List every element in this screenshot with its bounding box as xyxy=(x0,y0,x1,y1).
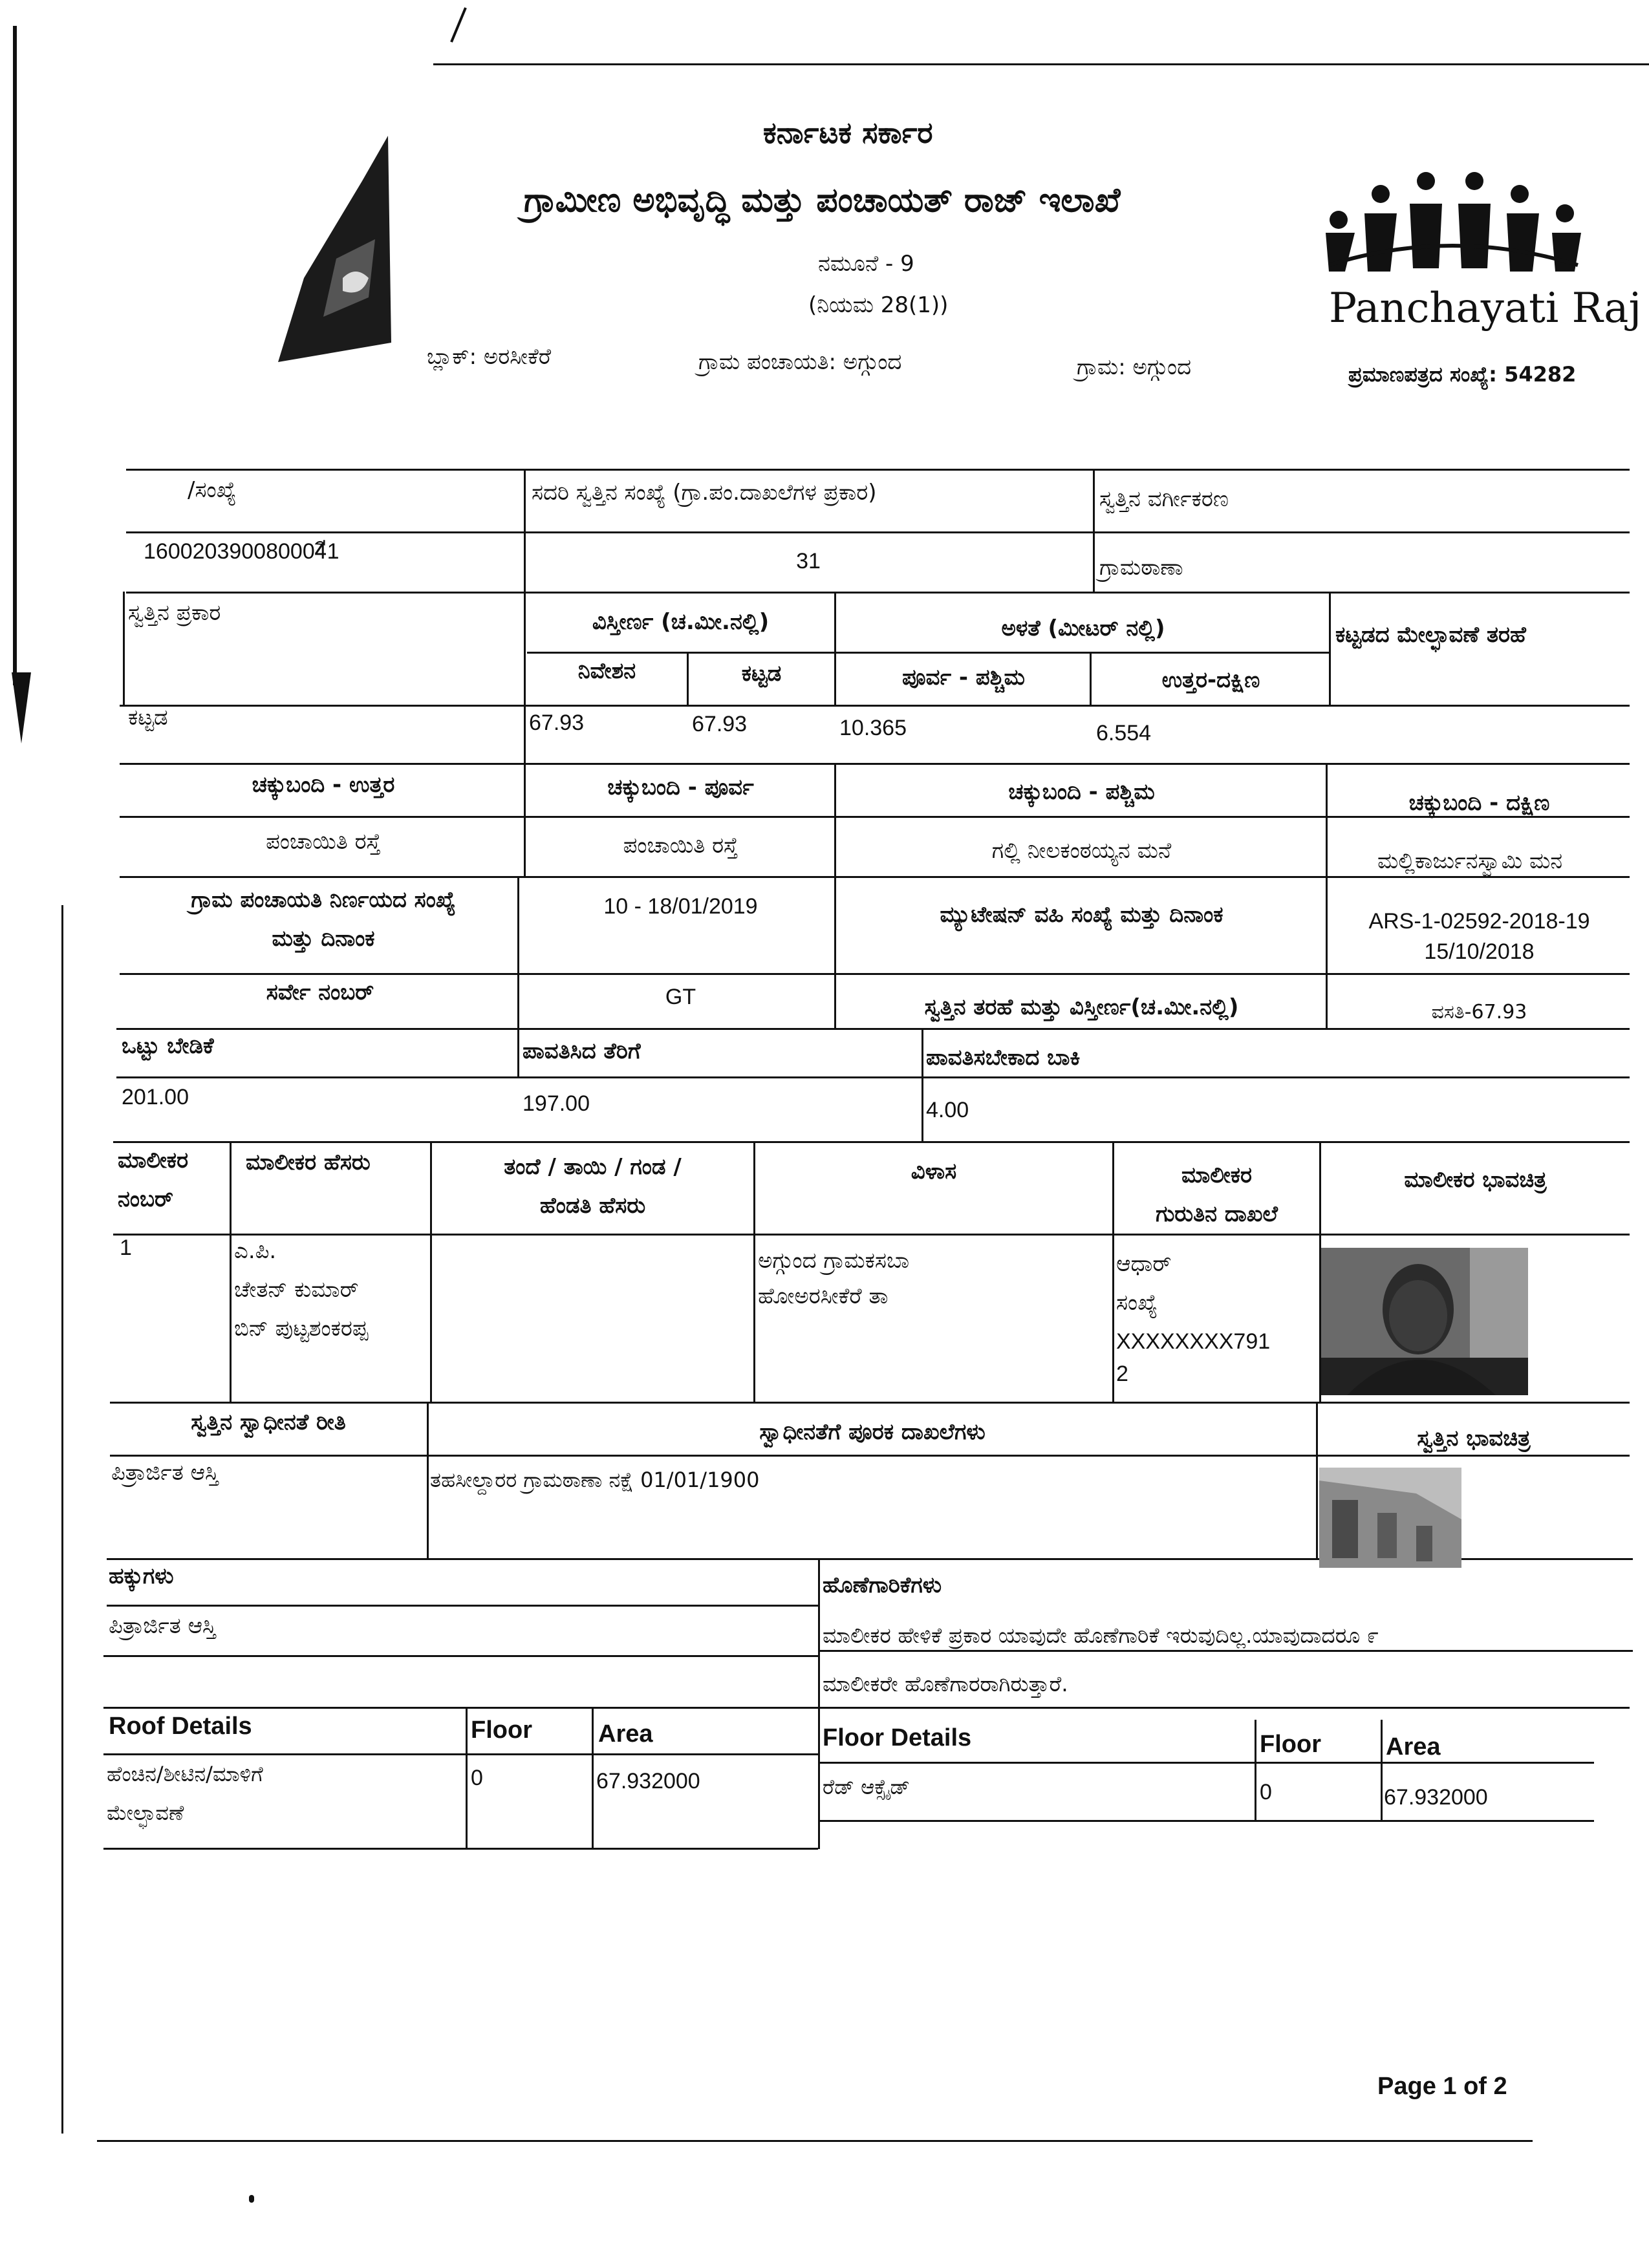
scan-edge-arrow xyxy=(5,672,38,750)
supporting-docs-value: ತಹಸೀಲ್ದಾರರ ಗ್ರಾಮಠಾಣಾ ನಕ್ಷೆ 01/01/1900 xyxy=(430,1468,760,1492)
label-mutation: ಮ್ಯುಟೇಷನ್ ವಹಿ ಸಂಖ್ಯೆ ಮತ್ತು ದಿನಾಂಕ xyxy=(940,902,1223,928)
roof-floor-value: 0 xyxy=(471,1766,483,1790)
label-tax-paid: ಪಾವತಿಸಿದ ತೆರಿಗೆ xyxy=(523,1038,641,1064)
roof-type-line-1: ಹೆಂಚಿನ/ಶೀಟಿನ/ಮಾಳಿಗೆ xyxy=(107,1762,263,1786)
mutation-number: ARS-1-02592-2018-19 xyxy=(1368,909,1590,934)
label-east-west: ಪೂರ್ವ - ಪಶ್ಚಿಮ xyxy=(902,665,1025,690)
owner-address-line-2: ಹೋಅರಸೀಕೆರೆ ತಾ xyxy=(758,1283,889,1309)
label-roof-details: Roof Details xyxy=(109,1713,252,1740)
owner-name-line-3: ಬಿನ್ ಪುಟ್ಟಶಂಕರಪ್ಪ xyxy=(234,1316,369,1342)
label-floor-area: Area xyxy=(1386,1733,1441,1760)
rights-value: ಪಿತ್ರಾರ್ಜಿತ ಆಸ್ತಿ xyxy=(109,1613,216,1639)
label-north-south: ಉತ್ತರ-ದಕ್ಷಿಣ xyxy=(1161,667,1260,693)
grid-line xyxy=(126,592,1630,594)
label-id-proof-1: ಮಾಲೀಕರ xyxy=(1181,1162,1253,1188)
grid-line xyxy=(120,973,1630,975)
label-boundary-west: ಚಕ್ಕುಬಂದಿ - ಪಶ್ಚಿಮ xyxy=(1008,779,1155,805)
slash-mark xyxy=(446,6,472,45)
boundary-north: ಪಂಚಾಯಿತಿ ರಸ್ತೆ xyxy=(266,829,381,855)
label-building: ಕಟ್ಟಡ xyxy=(741,661,782,687)
grid-line xyxy=(120,763,1630,765)
grid-line xyxy=(1090,652,1092,705)
total-demand-value: 201.00 xyxy=(122,1085,189,1109)
label-usage: ಸ್ವತ್ತಿನ ತರಹೆ ಮತ್ತು ವಿಸ್ತೀರ್ಣ(ಚ.ಮೀ.ನಲ್ಲಿ) xyxy=(924,994,1239,1020)
label-parent-name-1: ತಂದೆ / ತಾಯಿ / ಗಂಡ / xyxy=(504,1154,682,1180)
label-boundary-north: ಚಕ್ಕುಬಂದಿ - ಉತ್ತರ xyxy=(252,772,395,798)
label-property-number: /ಸಂಖ್ಯೆ xyxy=(188,477,237,503)
grid-line xyxy=(834,763,836,1028)
label-resolution-2: ಮತ್ತು ದಿನಾಂಕ xyxy=(272,926,375,952)
floor-area-value: 67.932000 xyxy=(1384,1785,1488,1810)
scan-edge-line xyxy=(13,26,17,685)
label-owner-name: ಮಾಲೀಕರ ಹೆಸರು xyxy=(246,1150,371,1175)
owner-id-line-2: ಸಂಖ್ಯೆ xyxy=(1116,1290,1158,1316)
label-property-type: ಸ್ವತ್ತಿನ ಪ್ರಕಾರ xyxy=(128,600,221,626)
grid-line xyxy=(466,1707,468,1848)
label-site: ನಿವೇಶನ xyxy=(577,658,636,684)
mutation-date: 15/10/2018 xyxy=(1424,939,1535,964)
grid-line xyxy=(818,1820,1594,1822)
roof-type-line-2: ಮೇಲ್ಛಾವಣೆ xyxy=(107,1801,184,1825)
owner-photo xyxy=(1321,1248,1528,1395)
building-area-value: 67.93 xyxy=(692,712,748,736)
grid-line xyxy=(110,1402,1630,1404)
certificate-number: ಪ್ರಮಾಣಪತ್ರದ ಸಂಖ್ಯೆ: 54282 xyxy=(1348,362,1577,387)
owner-id-line-3: XXXXXXXX791 xyxy=(1116,1329,1271,1354)
grid-line xyxy=(116,1028,1630,1030)
stray-dot xyxy=(249,2195,254,2203)
department-title: ಗ್ರಾಮೀಣ ಅಭಿವೃದ್ಧಿ ಮತ್ತು ಪಂಚಾಯತ್ ರಾಜ್ ಇಲಾಖೆ xyxy=(524,181,1121,220)
label-id-proof-2: ಗುರುತಿನ ದಾಖಲೆ xyxy=(1156,1201,1278,1227)
label-roof-type: ಕಟ್ಟಡದ ಮೇಲ್ಛಾವಣೆ ತರಹೆ xyxy=(1335,622,1526,648)
grid-line xyxy=(103,1707,1630,1709)
label-owner-number-1: ಮಾಲೀಕರ xyxy=(118,1148,189,1173)
grid-line xyxy=(1093,469,1095,592)
grid-line xyxy=(103,1655,818,1657)
label-roof-area: Area xyxy=(598,1720,653,1748)
owner-id-line-4: 2 xyxy=(1116,1362,1128,1386)
label-floor-floor: Floor xyxy=(1260,1731,1321,1758)
panchayati-raj-logo xyxy=(1326,168,1604,304)
grid-line xyxy=(818,1650,1633,1652)
gp-number: 31 xyxy=(796,549,821,573)
label-survey-number: ಸರ್ವೇ ನಂಬರ್ xyxy=(266,979,374,1005)
label-total-demand: ಒಟ್ಟು ಬೇಡಿಕೆ xyxy=(122,1033,214,1059)
grid-line xyxy=(1326,763,1328,1028)
village-name: ಗ್ರಾಮ: ಅಗ್ಗುಂದ xyxy=(1077,354,1192,380)
liabilities-line-1: ಮಾಲೀಕರ ಹೇಳಿಕೆ ಪ್ರಕಾರ ಯಾವುದೇ ಹೊಣೆಗಾರಿಕೆ ಇರುವುದಿಲ್ಲ.ಯಾವುದಾದರೂ ೯ xyxy=(823,1623,1379,1648)
bottom-rule xyxy=(97,2140,1533,2142)
label-rights: ಹಕ್ಕುಗಳು xyxy=(109,1563,174,1589)
label-floor-details: Floor Details xyxy=(823,1724,972,1751)
logo-text: Panchayati Raj xyxy=(1329,284,1642,332)
east-west-value: 10.365 xyxy=(839,716,907,740)
grid-line xyxy=(116,1076,1630,1078)
label-balance: ಪಾವತಿಸಬೇಕಾದ ಬಾಕಿ xyxy=(926,1045,1081,1071)
balance-value: 4.00 xyxy=(926,1098,969,1122)
grid-line xyxy=(921,1028,923,1141)
label-gp-number: ಸದರಿ ಸ್ವತ್ತಿನ ಸಂಖ್ಯೆ (ಗ್ರಾ.ಪಂ.ದಾಖಲೆಗಳ ಪ್ರಕಾರ) xyxy=(532,480,877,506)
grid-line xyxy=(818,1762,1594,1764)
resolution-value: 10 - 18/01/2019 xyxy=(603,894,758,919)
owner-name-line-1: ಎ.ಪಿ. xyxy=(234,1238,277,1264)
property-type-value: ಕಟ್ಟಡ xyxy=(128,705,168,731)
grid-line xyxy=(120,705,1630,707)
gram-panchayat-name: ಗ್ರಾಮ ಪಂಚಾಯತಿ: ಅಗ್ಗುಂದ xyxy=(698,349,902,375)
property-photo xyxy=(1319,1468,1461,1568)
government-title: ಕರ್ನಾಟಕ ಸರ್ಕಾರ xyxy=(763,115,933,150)
label-liabilities: ಹೊಣೆಗಾರಿಕೆಗಳು xyxy=(823,1572,942,1598)
roof-area-value: 67.932000 xyxy=(596,1769,700,1793)
grid-line xyxy=(818,1558,820,1849)
label-address: ವಿಳಾಸ xyxy=(911,1159,957,1184)
label-measurement: ಅಳತೆ (ಮೀಟರ್ ನಲ್ಲಿ) xyxy=(1001,615,1165,641)
owner-id-line-1: ಆಧಾರ್ xyxy=(1116,1251,1172,1277)
classification-value: ಗ್ರಾಮಠಾಣಾ xyxy=(1099,555,1183,581)
grid-line xyxy=(110,1455,1630,1457)
ownership-method-value: ಪಿತ್ರಾರ್ಜಿತ ಆಸ್ತಿ xyxy=(111,1460,219,1486)
property-number: 160020390080004ี1 xyxy=(144,539,339,564)
grid-line xyxy=(103,1753,818,1755)
boundary-south: ಮಲ್ಲಿಕಾರ್ಜುನಸ್ವಾಮಿ ಮನ xyxy=(1377,848,1563,874)
grid-line xyxy=(592,1707,594,1848)
grid-line xyxy=(230,1141,232,1402)
grid-line xyxy=(103,1848,818,1850)
grid-line xyxy=(1381,1720,1383,1820)
site-area-value: 67.93 xyxy=(529,711,585,735)
grid-line xyxy=(107,1605,818,1607)
grid-line xyxy=(120,876,1630,878)
label-resolution-1: ಗ್ರಾಮ ಪಂಚಾಯತಿ ನಿರ್ಣಯದ ಸಂಖ್ಯೆ xyxy=(191,887,456,913)
floor-floor-value: 0 xyxy=(1260,1780,1272,1804)
label-roof-floor: Floor xyxy=(471,1717,532,1744)
seal-image xyxy=(265,129,394,362)
label-boundary-east: ಚಕ್ಕುಬಂದಿ - ಪೂರ್ವ xyxy=(607,775,754,800)
grid-line xyxy=(126,531,1630,533)
rule-number: (ನಿಯಮ 28(1)) xyxy=(808,292,949,318)
boundary-west: ಗಲ್ಲಿ ನೀಲಕಂಠಯ್ಯನ ಮನೆ xyxy=(991,838,1172,864)
grid-line xyxy=(524,469,526,592)
grid-line xyxy=(527,652,1329,654)
label-parent-name-2: ಹೆಂಡತಿ ಹೆಸರು xyxy=(539,1193,646,1219)
label-owner-photo: ಮಾಲೀಕರ ಭಾವಚಿತ್ರ xyxy=(1404,1167,1547,1193)
label-classification: ಸ್ವತ್ತಿನ ವರ್ಗೀಕರಣ xyxy=(1099,486,1229,512)
label-owner-number-2: ನಂಬರ್ xyxy=(118,1186,173,1212)
label-boundary-south: ಚಕ್ಕುಬಂದಿ - ದಕ್ಷಿಣ xyxy=(1408,790,1550,816)
tax-paid-value: 197.00 xyxy=(523,1091,590,1116)
grid-line xyxy=(113,1234,1630,1236)
top-rule xyxy=(433,63,1649,65)
floor-type-value: ರೆಡ್ ಆಕ್ಸೈಡ್ xyxy=(823,1775,911,1799)
owner-name-line-2: ಚೇತನ್ ಕುಮಾರ್ xyxy=(234,1277,359,1303)
scan-edge-line-2 xyxy=(61,905,63,2134)
grid-line xyxy=(126,469,1630,471)
label-area: ವಿಸ್ತೀರ್ಣ (ಚ.ಮೀ.ನಲ್ಲಿ) xyxy=(592,609,770,635)
liabilities-line-2: ಮಾಲೀಕರೇ ಹೊಣೆಗಾರರಾಗಿರುತ್ತಾರೆ. xyxy=(823,1671,1068,1696)
north-south-value: 6.554 xyxy=(1096,721,1152,745)
label-ownership-method: ಸ್ವತ್ತಿನ ಸ್ವಾಧೀನತೆ ರೀತಿ xyxy=(191,1409,346,1435)
form-number: ನಮೂನೆ - 9 xyxy=(818,251,914,277)
usage-value: ವಸತಿ-67.93 xyxy=(1431,1001,1527,1023)
grid-line xyxy=(1329,592,1331,705)
grid-line xyxy=(113,1141,1630,1143)
grid-line xyxy=(1255,1720,1256,1820)
label-supporting-docs: ಸ್ವಾಧೀನತೆಗೆ ಪೂರಕ ದಾಖಲೆಗಳು xyxy=(759,1419,986,1445)
owner-number: 1 xyxy=(120,1236,132,1260)
grid-line xyxy=(834,592,836,705)
boundary-east: ಪಂಚಾಯಿತಿ ರಸ್ತೆ xyxy=(623,833,738,859)
grid-line xyxy=(524,592,526,876)
label-property-photo: ಸ್ವತ್ತಿನ ಭಾವಚಿತ್ರ xyxy=(1417,1426,1531,1451)
block-name: ಬ್ಲಾಕ್: ಅರಸೀಕೆರೆ xyxy=(427,344,552,370)
grid-line xyxy=(123,592,125,705)
owner-address-line-1: ಅಗ್ಗುಂದ ಗ್ರಾಮಕಸಬಾ xyxy=(758,1248,910,1274)
page-number: Page 1 of 2 xyxy=(1377,2073,1507,2100)
survey-number: GT xyxy=(665,985,696,1009)
